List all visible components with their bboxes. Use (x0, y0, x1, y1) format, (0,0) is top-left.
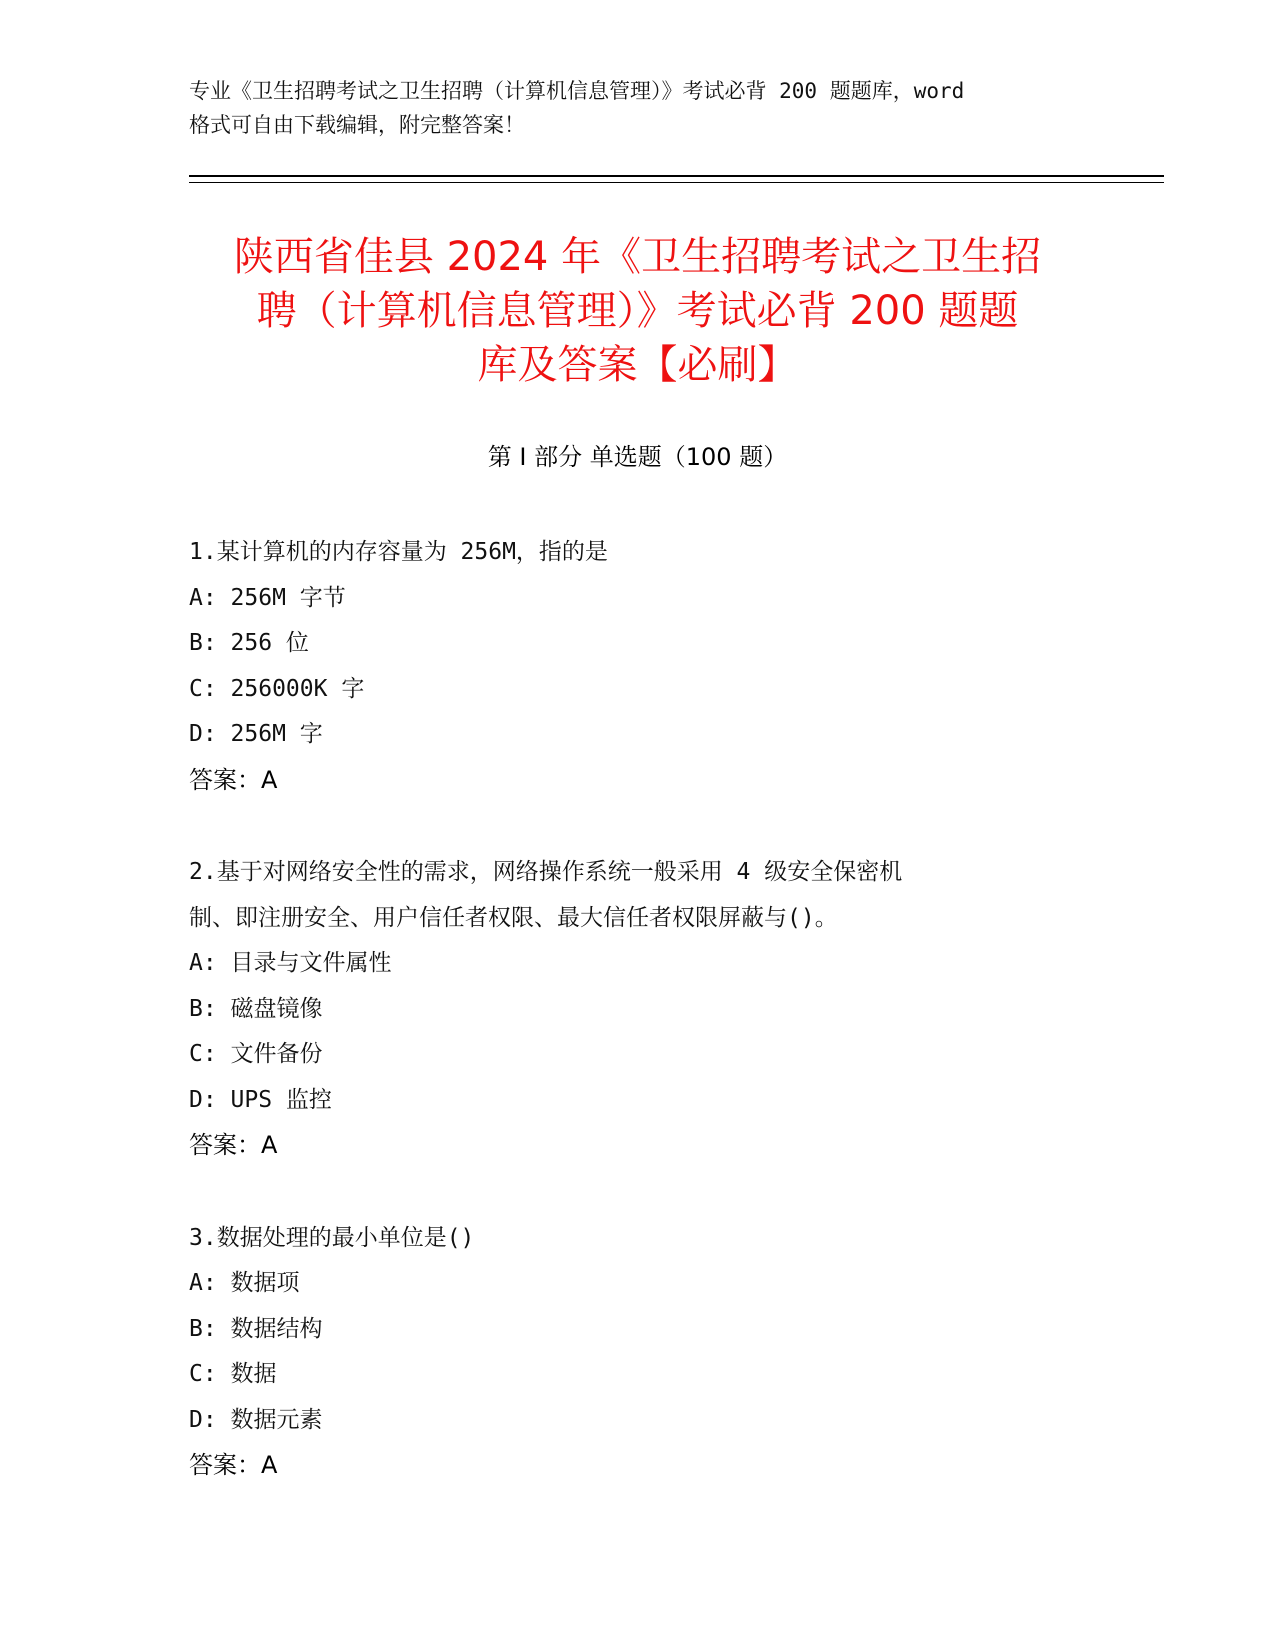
option-a: A: 256M 字节 (189, 584, 346, 611)
document-title (170, 230, 1105, 392)
question-stem-line-2: 制、即注册安全、用户信任者权限、最大信任者权限屏蔽与()。 (189, 904, 838, 931)
option-b: B: 磁盘镜像 (189, 995, 323, 1022)
option-a: A: 目录与文件属性 (189, 950, 392, 976)
option-c: C: 数据 (189, 1361, 277, 1387)
option-d: D: 256M 字 (189, 721, 323, 747)
option-b: B: 256 位 (189, 630, 309, 656)
answer: 答案：A (189, 765, 278, 794)
document-header (189, 74, 1089, 142)
option-d: D: UPS 监控 (189, 1086, 332, 1113)
option-a: A: 数据项 (189, 1270, 300, 1296)
question-stem: 3.数据处理的最小单位是() (189, 1224, 475, 1251)
question-2 (189, 850, 1089, 1169)
option-c: C: 256000K 字 (189, 675, 365, 702)
option-d: D: 数据元素 (189, 1406, 323, 1433)
answer: 答案：A (189, 1451, 278, 1479)
question-1 (189, 530, 1089, 803)
question-stem-line-1: 2.基于对网络安全性的需求，网络操作系统一般采用 4 级安全保密机 (189, 859, 903, 885)
header-line-2: 格式可自由下载编辑，附完整答案！ (189, 113, 525, 137)
header-line-1: 专业《卫生招聘考试之卫生招聘（计算机信息管理）》考试必背 200 题题库，word (189, 79, 965, 103)
option-b: B: 数据结构 (189, 1315, 323, 1342)
question-list (189, 530, 1089, 1536)
question-3 (189, 1216, 1089, 1489)
title-line-2: 聘（计算机信息管理）》考试必背 200 题题 (256, 288, 1019, 334)
title-line-3: 库及答案【必刷】 (477, 342, 798, 388)
section-title: 第 I 部分 单选题（100 题） (487, 443, 788, 471)
answer: 答案：A (189, 1131, 278, 1159)
header-divider-thick (189, 175, 1164, 177)
question-stem: 1.某计算机的内存容量为 256M，指的是 (189, 539, 608, 565)
header-divider-thin (189, 182, 1164, 183)
option-c: C: 文件备份 (189, 1041, 323, 1067)
title-line-1: 陕西省佳县 2024 年《卫生招聘考试之卫生招 (233, 234, 1042, 280)
